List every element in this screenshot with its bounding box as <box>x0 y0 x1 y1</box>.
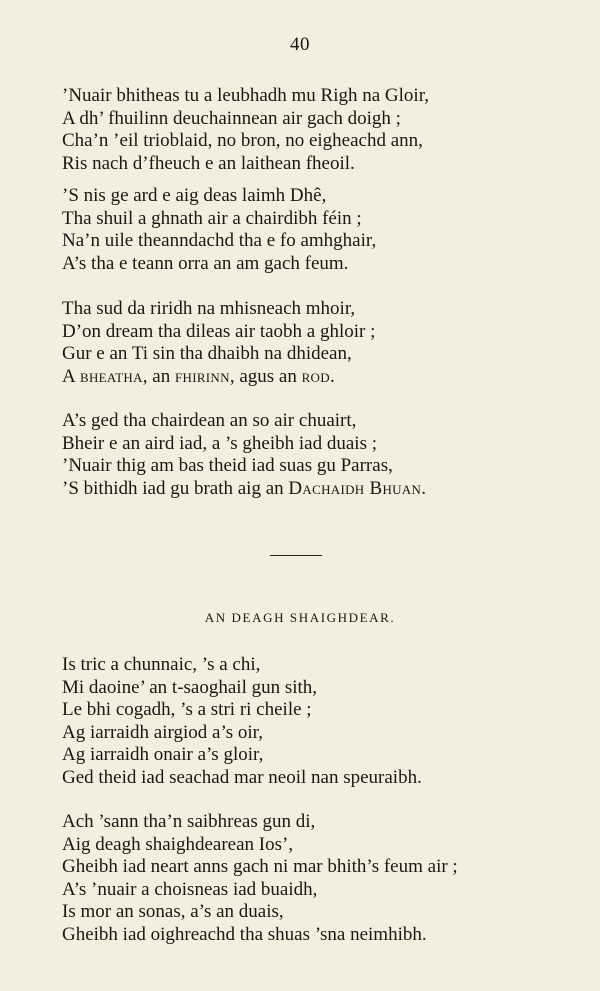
verse-line: Ris nach d’fheuch e an laithean fheoil. <box>62 152 355 174</box>
verse-line: Na’n uile theanndachd tha e fo amhghair, <box>62 230 377 252</box>
poem-title: AN DEAGH SHAIGHDEAR. <box>204 610 396 625</box>
verse-line: Ach ’sann tha’n saibhreas gun di, <box>62 811 316 832</box>
stanza-4 <box>62 410 426 500</box>
verse-line: Ag iarraidh airgiod a’s oir, <box>62 721 263 743</box>
verse-line: Gheibh iad neart anns gach ni mar bhith’s feum air ; <box>62 856 458 878</box>
poem2-stanza-2 <box>62 811 458 947</box>
verse-line: Le bhi cogadh, ’s a stri ri cheile ; <box>62 699 312 721</box>
stanza-3 <box>62 298 375 388</box>
verse-line: Ag iarraidh onair a’s gloir, <box>62 744 264 766</box>
verse-line-small-caps <box>62 366 375 389</box>
small-caps-phrase: fhirinn <box>174 365 230 387</box>
verse-line: Aig deagh shaighdearean Ios’, <box>62 833 294 855</box>
verse-line: Mi daoine’ an t-saoghail gun sith, <box>62 676 318 698</box>
verse-line: Ged theid iad seachad mar neoil nan speuraibh. <box>62 766 422 788</box>
small-caps-phrase: A bheatha <box>62 365 143 387</box>
verse-line: Is mor an sonas, a’s an duais, <box>62 901 284 923</box>
verse-text: , agus an <box>229 365 302 387</box>
verse-line-small-caps <box>62 478 426 501</box>
stanza-2 <box>62 185 376 275</box>
verse-line: A dh’ fhuilinn deuchainnean air gach doigh ; <box>62 107 401 129</box>
verse-text: . <box>421 477 426 499</box>
verse-line: ’Nuair bhitheas tu a leubhadh mu Righ na Gloir, <box>62 85 430 106</box>
section-divider <box>270 555 322 556</box>
small-caps-phrase: rod <box>301 365 330 387</box>
verse-line: ’S nis ge ard e aig deas laimh Dhê, <box>62 185 327 206</box>
verse-line: A’s ’nuair a choisneas iad buaidh, <box>62 878 318 900</box>
verse-text: ’S bithidh iad gu brath aig an <box>62 477 289 499</box>
verse-line: Gheibh iad oighreachd tha shuas ’sna neimhibh. <box>62 923 427 945</box>
verse-line: Gur e an Ti sin tha dhaibh na dhidean, <box>62 343 352 365</box>
verse-line: A’s ged tha chairdean an so air chuairt, <box>62 410 357 431</box>
verse-text: , an <box>142 365 175 387</box>
verse-line: Bheir e an aird iad, a ’s gheibh iad duais ; <box>62 432 377 454</box>
verse-line: ’Nuair thig am bas theid iad suas gu Parras, <box>62 455 393 477</box>
verse-line: A’s tha e teann orra an am gach feum. <box>62 252 349 274</box>
stanza-1 <box>62 85 429 175</box>
verse-text: . <box>329 365 335 387</box>
verse-line: Is tric a chunnaic, ’s a chi, <box>62 654 261 675</box>
verse-line: Tha sud da riridh na mhisneach mhoir, <box>62 298 356 319</box>
verse-line: D’on dream tha dileas air taobh a ghloir ; <box>62 320 376 342</box>
verse-line: Cha’n ’eil trioblaid, no bron, no eigheachd ann, <box>62 130 423 152</box>
small-caps-phrase: Dachaidh Bhuan <box>288 477 422 499</box>
poem2-stanza-1 <box>62 654 422 790</box>
verse-line: Tha shuil a ghnath air a chairdibh féin ; <box>62 207 362 229</box>
page-number: 40 <box>290 34 310 55</box>
